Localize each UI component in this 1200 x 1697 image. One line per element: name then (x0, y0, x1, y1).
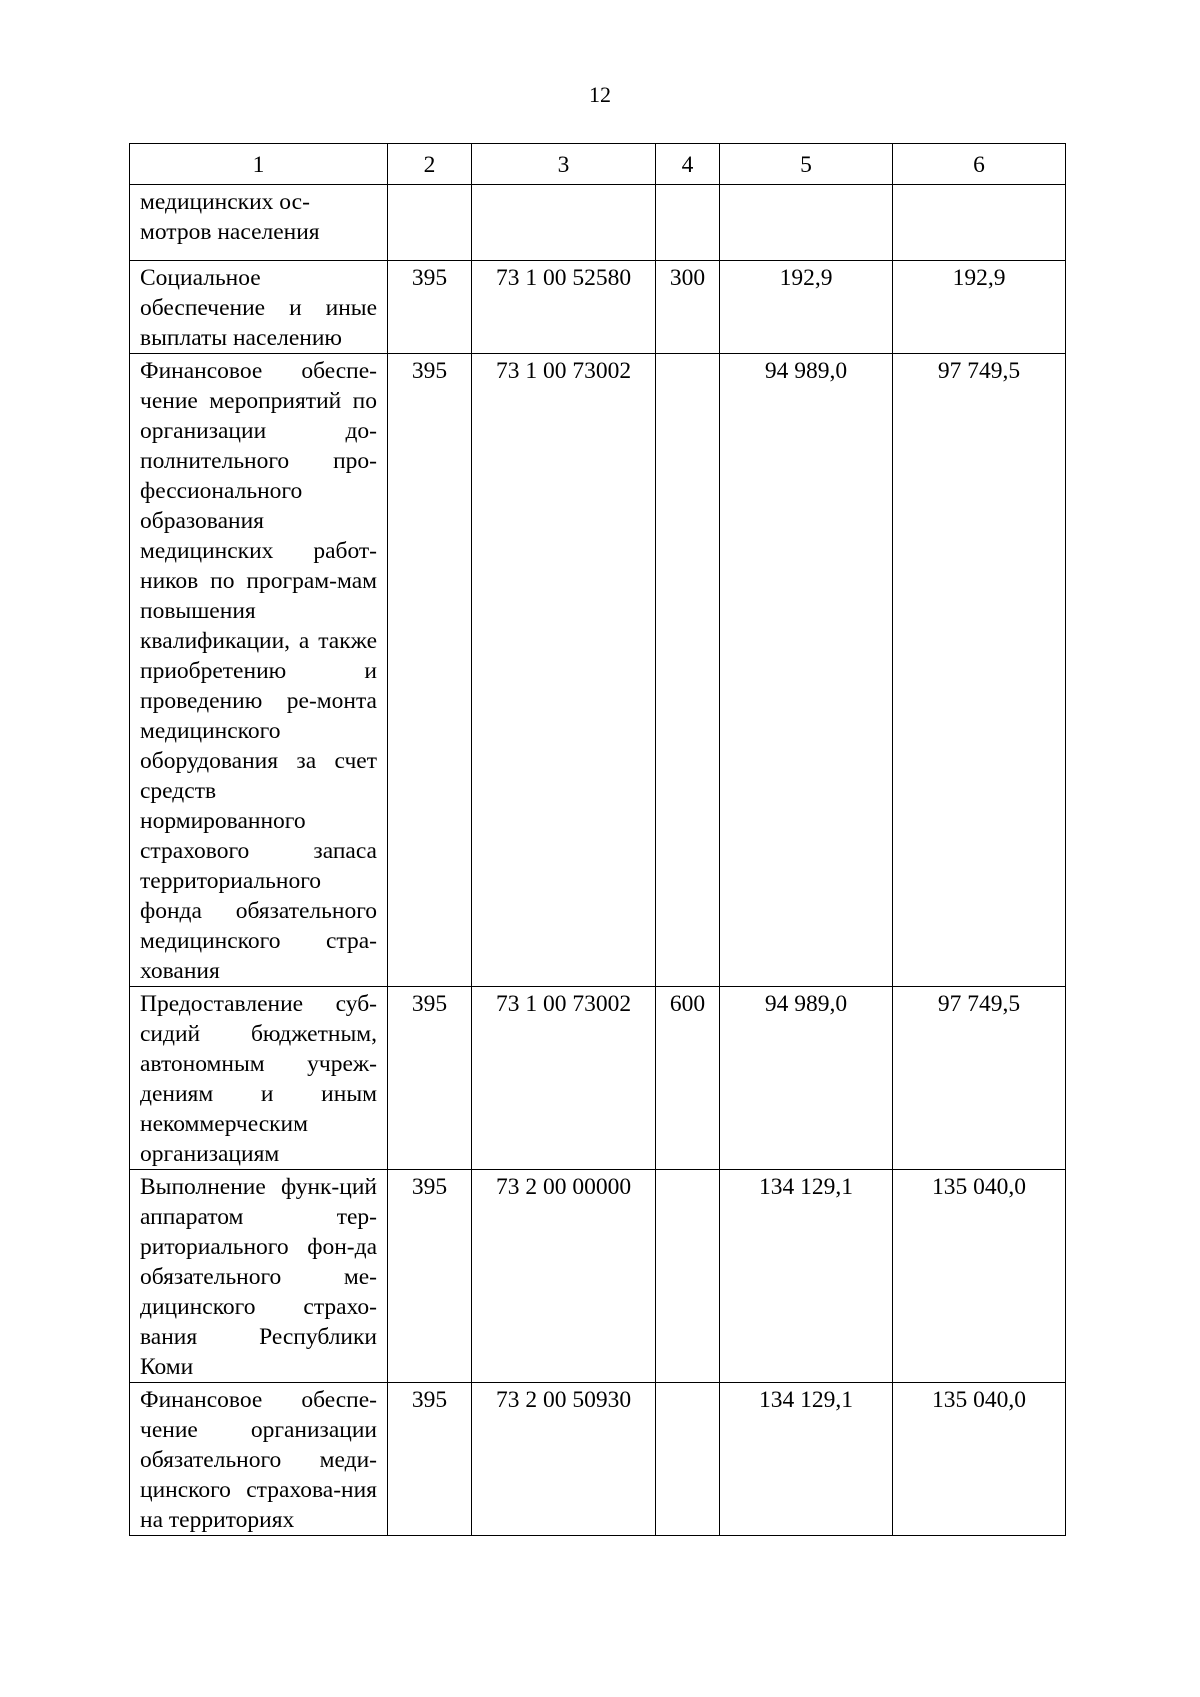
row-col5: 192,9 (720, 261, 893, 354)
column-header-5: 5 (720, 144, 893, 185)
row-col5: 134 129,1 (720, 1383, 893, 1536)
row-col3: 73 2 00 00000 (472, 1170, 656, 1383)
row-col2: 395 (388, 354, 472, 987)
row-col6: 97 749,5 (893, 354, 1066, 987)
column-header-6: 6 (893, 144, 1066, 185)
row-col2 (388, 185, 472, 261)
row-col3: 73 1 00 73002 (472, 987, 656, 1170)
row-name (130, 185, 388, 261)
row-col6: 192,9 (893, 261, 1066, 354)
row-col6 (893, 185, 1066, 261)
row-name: Социальное обеспечение и иные выплаты населению (130, 261, 388, 354)
row-col2: 395 (388, 1170, 472, 1383)
row-name-text: медицинских ос- мотров населения (140, 189, 320, 245)
row-col2: 395 (388, 261, 472, 354)
row-col5 (720, 185, 893, 261)
row-col5: 134 129,1 (720, 1170, 893, 1383)
table-row (130, 185, 1066, 261)
column-header-2: 2 (388, 144, 472, 185)
table-row (130, 987, 1066, 1170)
row-col6: 135 040,0 (893, 1170, 1066, 1383)
row-col3: 73 2 00 50930 (472, 1383, 656, 1536)
row-col3 (472, 185, 656, 261)
row-name: Выполнение функ-ций аппаратом тер-риториального фон-да обязательного ме-дицинского страхо-вания Республики Коми (130, 1170, 388, 1383)
row-col4 (656, 354, 720, 987)
table-row (130, 354, 1066, 987)
row-col4 (656, 185, 720, 261)
page-number: 12 (589, 82, 611, 107)
column-header-1: 1 (130, 144, 388, 185)
row-col4: 300 (656, 261, 720, 354)
table-header-row (130, 144, 1066, 185)
row-col4 (656, 1383, 720, 1536)
table-row (130, 1170, 1066, 1383)
row-name: Финансовое обеспе-чение мероприятий по организации до-полнительного про-фессионального образования медицинских работ-ников по програм-мам повышения квалификации, а также приобретению и проведению ре-монта медицинского оборудования за счет средств нормированного страхового запаса территориального фонда обязательного медицинского стра-хования (130, 354, 388, 987)
budget-table (129, 143, 1066, 1536)
row-col3: 73 1 00 52580 (472, 261, 656, 354)
row-col6: 135 040,0 (893, 1383, 1066, 1536)
column-header-4: 4 (656, 144, 720, 185)
row-name: Предоставление суб-сидий бюджетным, автономным учреж-дениям и иным некоммерческим организациям (130, 987, 388, 1170)
row-col3: 73 1 00 73002 (472, 354, 656, 987)
row-col2: 395 (388, 1383, 472, 1536)
row-col2: 395 (388, 987, 472, 1170)
table-row (130, 261, 1066, 354)
row-col5: 94 989,0 (720, 354, 893, 987)
column-header-3: 3 (472, 144, 656, 185)
row-col4: 600 (656, 987, 720, 1170)
row-col6: 97 749,5 (893, 987, 1066, 1170)
row-name: Финансовое обеспе-чение организации обязательного меди-цинского страхова-ния на территориях (130, 1383, 388, 1536)
row-col5: 94 989,0 (720, 987, 893, 1170)
row-col4 (656, 1170, 720, 1383)
table-row (130, 1383, 1066, 1536)
